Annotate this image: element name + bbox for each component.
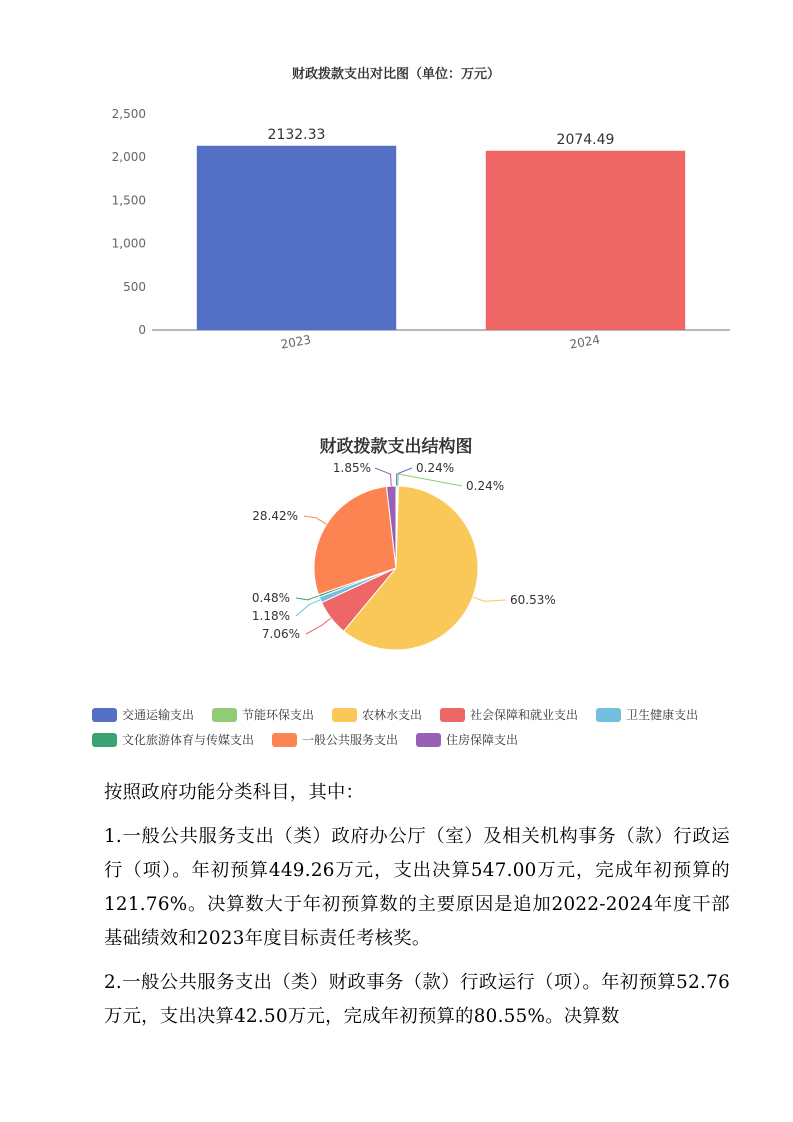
pie-label-line bbox=[296, 600, 320, 616]
pie-label-line bbox=[304, 516, 327, 524]
pie-percent-label: 7.06% bbox=[261, 627, 300, 641]
legend-label: 社会保障和就业支出 bbox=[470, 708, 579, 722]
bar-2024 bbox=[486, 151, 685, 330]
legend-item[interactable] bbox=[416, 731, 518, 748]
legend-item[interactable] bbox=[272, 731, 398, 748]
legend-item[interactable] bbox=[596, 706, 698, 723]
pie-label-line bbox=[375, 468, 391, 486]
bar-chart bbox=[0, 0, 793, 380]
pie-label-line bbox=[473, 597, 506, 601]
pie-label-line bbox=[397, 468, 412, 486]
legend-label: 住房保障支出 bbox=[446, 733, 519, 747]
legend-swatch bbox=[212, 708, 237, 722]
legend-swatch bbox=[440, 708, 465, 722]
legend-item[interactable] bbox=[92, 731, 254, 748]
pie-percent-label: 1.18% bbox=[251, 609, 290, 623]
pie-percent-label: 0.24% bbox=[466, 479, 505, 493]
bar-value-label: 2132.33 bbox=[267, 126, 326, 143]
legend-label: 节能环保支出 bbox=[242, 708, 315, 722]
pie-percent-label: 60.53% bbox=[510, 593, 556, 607]
legend-item[interactable] bbox=[92, 706, 194, 723]
pie-label-line bbox=[306, 618, 331, 634]
x-tick-label: 2024 bbox=[568, 332, 602, 352]
pie-percent-label: 1.85% bbox=[332, 461, 371, 475]
pie-label-line bbox=[398, 474, 462, 486]
legend-item[interactable] bbox=[212, 706, 314, 723]
legend-label: 一般公共服务支出 bbox=[302, 733, 399, 747]
legend-swatch bbox=[416, 733, 441, 747]
intro-paragraph: 按照政府功能分类科目，其中： bbox=[104, 782, 365, 803]
bar-value-label: 2074.49 bbox=[556, 131, 615, 148]
y-tick-label: 2,500 bbox=[111, 107, 146, 121]
y-tick-label: 0 bbox=[138, 323, 146, 337]
y-tick-label: 1,000 bbox=[111, 236, 146, 251]
legend-item[interactable] bbox=[332, 706, 422, 723]
y-tick-label: 2,000 bbox=[111, 150, 146, 165]
document-body bbox=[104, 776, 730, 1044]
pie-label-line bbox=[296, 596, 319, 600]
bar-2023 bbox=[197, 146, 396, 330]
paragraph-1: 1.一般公共服务支出（类）政府办公厅（室）及相关机构事务（款）行政运行（项）。年初预算449.26万元，支出决算547.00万元，完成年初预算的121.76%。决算数大于年初预算数的主要原因是追加2022-2024年度干部基础绩效和2023年度目标责任考核奖。 bbox=[104, 826, 730, 949]
legend-swatch bbox=[272, 733, 297, 747]
legend-item[interactable] bbox=[440, 706, 578, 723]
legend-label: 文化旅游体育与传媒支出 bbox=[122, 733, 255, 747]
pie-legend bbox=[92, 706, 732, 748]
legend-swatch bbox=[92, 708, 117, 722]
y-tick-label: 500 bbox=[123, 279, 146, 294]
x-tick-label: 2023 bbox=[279, 332, 313, 352]
pie-percent-label: 28.42% bbox=[252, 509, 298, 523]
bar-chart-title: 财政拨款支出对比图（单位：万元） bbox=[291, 67, 501, 82]
legend-label: 农林水支出 bbox=[362, 708, 423, 722]
pie-percent-label: 0.48% bbox=[251, 591, 290, 605]
paragraph-2: 2.一般公共服务支出（类）财政事务（款）行政运行（项）。年初预算52.76万元，支出决算42.50万元，完成年初预算的80.55%。决算数 bbox=[104, 972, 730, 1027]
pie-chart-title: 财政拨款支出结构图 bbox=[319, 437, 473, 457]
y-tick-label: 1,500 bbox=[111, 193, 146, 208]
pie-percent-label: 0.24% bbox=[416, 461, 455, 475]
pie-chart bbox=[0, 420, 793, 720]
legend-swatch bbox=[596, 708, 621, 722]
legend-swatch bbox=[92, 733, 117, 747]
legend-swatch bbox=[332, 708, 357, 722]
legend-label: 交通运输支出 bbox=[122, 708, 195, 722]
legend-label: 卫生健康支出 bbox=[626, 708, 699, 722]
